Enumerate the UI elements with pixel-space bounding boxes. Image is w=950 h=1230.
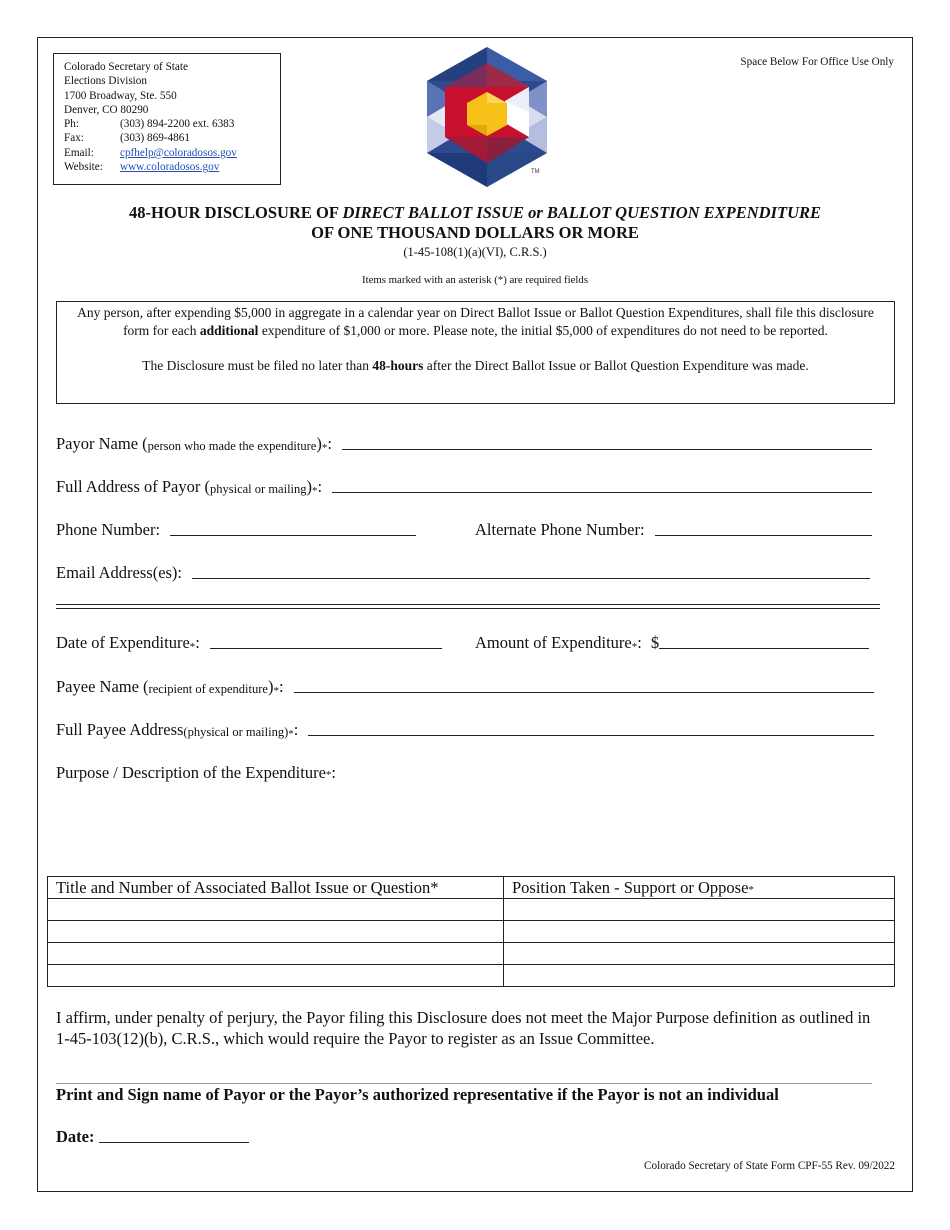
payor-name-input[interactable] bbox=[342, 435, 872, 450]
table-header-row bbox=[48, 877, 895, 899]
email-row: Email Address(es): bbox=[56, 563, 870, 583]
payee-name-input[interactable] bbox=[294, 678, 874, 693]
payee-name-row: Payee Name ( recipient of expenditure ) * : bbox=[56, 677, 874, 697]
section-divider bbox=[56, 604, 880, 609]
signature-label: Print and Sign name of Payor or the Payor’s authorized representative if the Payor is not an individual bbox=[56, 1085, 779, 1104]
column-header-title: Title and Number of Associated Ballot Issue or Question* bbox=[48, 877, 504, 899]
affirmation-text: I affirm, under penalty of perjury, the Payor filing this Disclosure does not meet the Major Purpose definition as outlined in 1-45-103(12)(b), C.R.S., which would require the Payor to register as an Issue Committee. bbox=[56, 1008, 871, 1048]
column-header-position: Position Taken - Support or Oppose* bbox=[504, 877, 895, 899]
expenditure-date-input[interactable] bbox=[210, 634, 442, 649]
phone-row: Phone Number: bbox=[56, 520, 416, 540]
purpose-label: Purpose / Description of the Expenditure*: bbox=[56, 763, 336, 782]
alt-phone-row: Alternate Phone Number: bbox=[475, 520, 872, 540]
payor-address-input[interactable] bbox=[332, 478, 872, 493]
hexagon-logo-icon bbox=[425, 45, 549, 190]
ballot-issue-table bbox=[47, 876, 895, 987]
form-title: 48-HOUR DISCLOSURE OF DIRECT BALLOT ISSUE or BALLOT QUESTION EXPENDITURE OF ONE THOUSAND DOLLARS OR MORE bbox=[128, 203, 822, 242]
expenditure-amount-input[interactable] bbox=[659, 634, 869, 649]
payee-address-input[interactable] bbox=[308, 721, 874, 736]
issue-title-cell[interactable] bbox=[48, 943, 504, 965]
position-cell[interactable] bbox=[504, 965, 895, 987]
office-phone: (303) 894-2200 ext. 6383 bbox=[120, 118, 235, 131]
position-cell[interactable] bbox=[504, 943, 895, 965]
trademark-mark: TM bbox=[531, 169, 540, 175]
table-row bbox=[48, 965, 895, 987]
notice-paragraph: The Disclosure must be filed no later than 48-hours after the Direct Ballot Issue or Ballot Question Expenditure was made. bbox=[142, 358, 809, 373]
statute-reference: (1-45-108(1)(a)(VI), C.R.S.) bbox=[403, 245, 547, 259]
alt-phone-input[interactable] bbox=[655, 521, 872, 536]
email-row: Email: cpfhelp@coloradosos.gov bbox=[64, 146, 237, 159]
signature-line[interactable] bbox=[56, 1083, 872, 1084]
signature-date-input[interactable] bbox=[99, 1126, 249, 1143]
position-cell[interactable] bbox=[504, 921, 895, 943]
phone-row: Ph: (303) 894-2200 ext. 6383 bbox=[64, 118, 235, 131]
office-line: Colorado Secretary of State bbox=[64, 61, 188, 73]
payor-name-row: Payor Name ( person who made the expenditure ) * : bbox=[56, 434, 872, 454]
office-line: Elections Division bbox=[64, 75, 147, 88]
table-row bbox=[48, 943, 895, 965]
colorado-sos-logo bbox=[425, 45, 549, 190]
office-address-box bbox=[53, 53, 281, 185]
issue-title-cell[interactable] bbox=[48, 965, 504, 987]
issue-title-cell[interactable] bbox=[48, 921, 504, 943]
notice-box bbox=[56, 301, 895, 404]
office-use-note: Space Below For Office Use Only bbox=[740, 56, 894, 68]
payor-address-row: Full Address of Payor ( physical or mailing ) * : bbox=[56, 477, 872, 497]
required-fields-note: Items marked with an asterisk (*) are required fields bbox=[361, 274, 589, 286]
notice-paragraph: Any person, after expending $5,000 in aggregate in a calendar year on Direct Ballot Issue or Ballot Question Expenditures, shall file this disclosure form for each additional expenditure of $1,000 or more. Please note, the initial $5,000 of expenditures do not need to be reported. bbox=[77, 305, 874, 338]
form-id: Colorado Secretary of State Form CPF-55 Rev. 09/2022 bbox=[644, 1160, 895, 1172]
payee-address-row: Full Payee Address (physical or mailing) * : bbox=[56, 720, 874, 740]
office-website-link[interactable]: www.coloradosos.gov bbox=[120, 161, 220, 174]
office-email-link[interactable]: cpfhelp@coloradosos.gov bbox=[120, 146, 237, 159]
office-fax: (303) 869-4861 bbox=[120, 132, 190, 145]
amount-row: Amount of Expenditure * : $ bbox=[475, 633, 869, 653]
fax-row: Fax: (303) 869-4861 bbox=[64, 132, 190, 145]
date-row: Date of Expenditure * : bbox=[56, 633, 442, 653]
email-input[interactable] bbox=[192, 564, 870, 579]
website-row: Website: www.coloradosos.gov bbox=[64, 161, 220, 174]
table-row bbox=[48, 899, 895, 921]
office-line: Denver, CO 80290 bbox=[64, 103, 149, 116]
signature-date-row: Date: bbox=[56, 1126, 249, 1147]
issue-title-cell[interactable] bbox=[48, 899, 504, 921]
phone-input[interactable] bbox=[170, 521, 416, 536]
position-cell[interactable] bbox=[504, 899, 895, 921]
table-row bbox=[48, 921, 895, 943]
office-line: 1700 Broadway, Ste. 550 bbox=[64, 89, 177, 102]
